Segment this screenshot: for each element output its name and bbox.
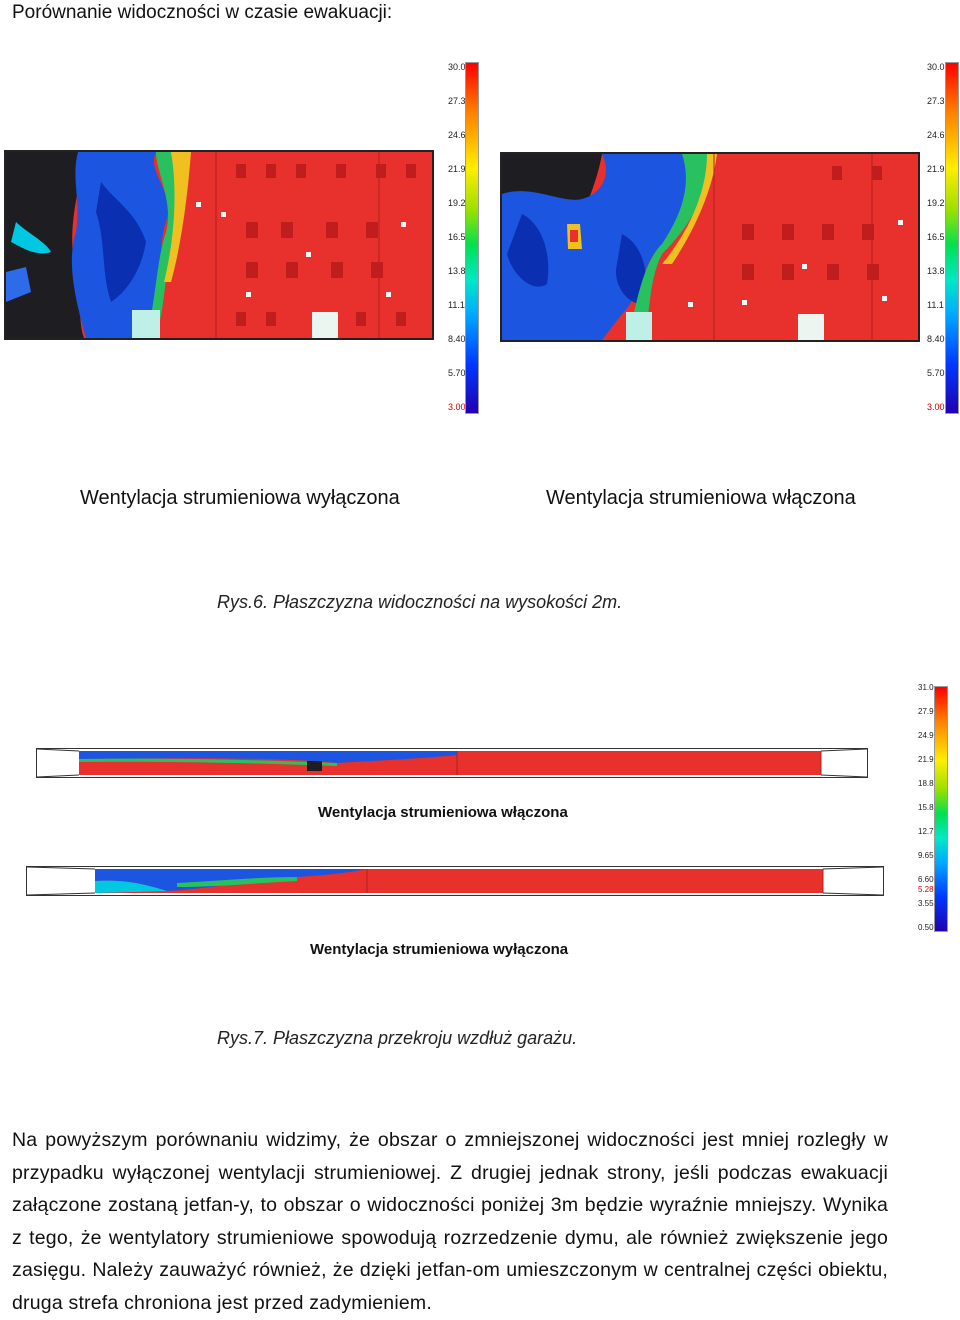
label-fans-off: Wentylacja strumieniowa wyłączona <box>80 487 400 509</box>
scale-tick: 27.3 <box>927 96 945 106</box>
label-fans-on: Wentylacja strumieniowa włączona <box>546 487 856 509</box>
figure7-caption: Rys.7. Płaszczyzna przekroju wzdłuż garażu. <box>217 1028 578 1048</box>
scale-tick: 19.2 <box>927 198 945 208</box>
scale-tick: 31.0 <box>918 683 934 692</box>
visibility-plane-fans-on <box>500 152 920 342</box>
cross-section-fans-on <box>36 748 868 778</box>
scale-tick: 13.8 <box>927 266 945 276</box>
scale-tick: 9.65 <box>918 851 934 860</box>
scale-tick: 6.60 <box>918 875 934 884</box>
scale-tick: 21.9 <box>448 164 466 174</box>
scale-tick: 27.3 <box>448 96 466 106</box>
cross-section-label-on: Wentylacja strumieniowa włączona <box>318 804 568 821</box>
scale-tick: 19.2 <box>448 198 466 208</box>
scale-tick: 0.50 <box>918 923 934 932</box>
scale-tick: 16.5 <box>448 232 466 242</box>
cross-section-scale-labels <box>918 683 946 933</box>
scale-tick: 24.9 <box>918 731 934 740</box>
scale-tick: 24.6 <box>448 130 466 140</box>
scale-tick: 3.00 <box>448 402 466 412</box>
scale-tick: 5.70 <box>927 368 945 378</box>
page-heading: Porównanie widoczności w czasie ewakuacji: <box>12 2 393 23</box>
scale-tick: 3.55 <box>918 899 934 908</box>
cross-section-label-off: Wentylacja strumieniowa wyłączona <box>310 941 569 958</box>
scale-tick: 11.1 <box>927 300 944 310</box>
scale-tick: 21.9 <box>927 164 945 174</box>
scale-tick: 15.8 <box>918 803 934 812</box>
visibility-plane-fans-off <box>4 150 434 340</box>
scale-tick: 30.0 <box>448 62 466 72</box>
scale-tick: 3.00 <box>927 402 945 412</box>
scale-tick: 24.6 <box>927 130 945 140</box>
scale-tick: 5.28 <box>918 885 934 894</box>
visibility-scale-labels-right <box>927 62 955 412</box>
scale-tick: 30.0 <box>927 62 945 72</box>
scale-tick: 8.40 <box>448 334 466 344</box>
scale-tick: 27.9 <box>918 707 934 716</box>
visibility-plot-fans-off <box>6 152 432 338</box>
scale-tick: 8.40 <box>927 334 945 344</box>
cross-section-fans-off <box>26 866 884 896</box>
scale-tick: 13.8 <box>448 266 466 276</box>
figure6-caption: Rys.6. Płaszczyzna widoczności na wysokości 2m. <box>217 592 623 612</box>
visibility-plot-fans-on <box>502 154 918 340</box>
scale-tick: 5.70 <box>448 368 466 378</box>
body-paragraph: Na powyższym porównaniu widzimy, że obszar o zmniejszonej widoczności jest mniej rozległy w przypadku wyłączonej wentylacji strumieniowej. Z drugiej jednak strony, jeśli podczas ewakuacji załączone zostaną jetfan-y, to obszar o widoczności poniżej 3m będzie wyraźnie mniejszy. Wynika z tego, że wentylatory strumieniowe spowodują rozrzedzenie dymu, ale również zwiększenie jego zasięgu. Należy zauważyć również, że dzięki jetfan-om umieszczonym w centralnej części obiektu, druga strefa chroniona jest przed zadymieniem. <box>12 1129 888 1314</box>
scale-tick: 21.9 <box>918 755 934 764</box>
scale-tick: 16.5 <box>927 232 945 242</box>
cross-section-plot-fans-off <box>27 867 883 895</box>
scale-tick: 11.1 <box>448 300 465 310</box>
scale-tick: 18.8 <box>918 779 934 788</box>
cross-section-plot-fans-on <box>37 749 867 777</box>
scale-tick: 12.7 <box>918 827 934 836</box>
visibility-scale-labels-left <box>448 62 476 412</box>
